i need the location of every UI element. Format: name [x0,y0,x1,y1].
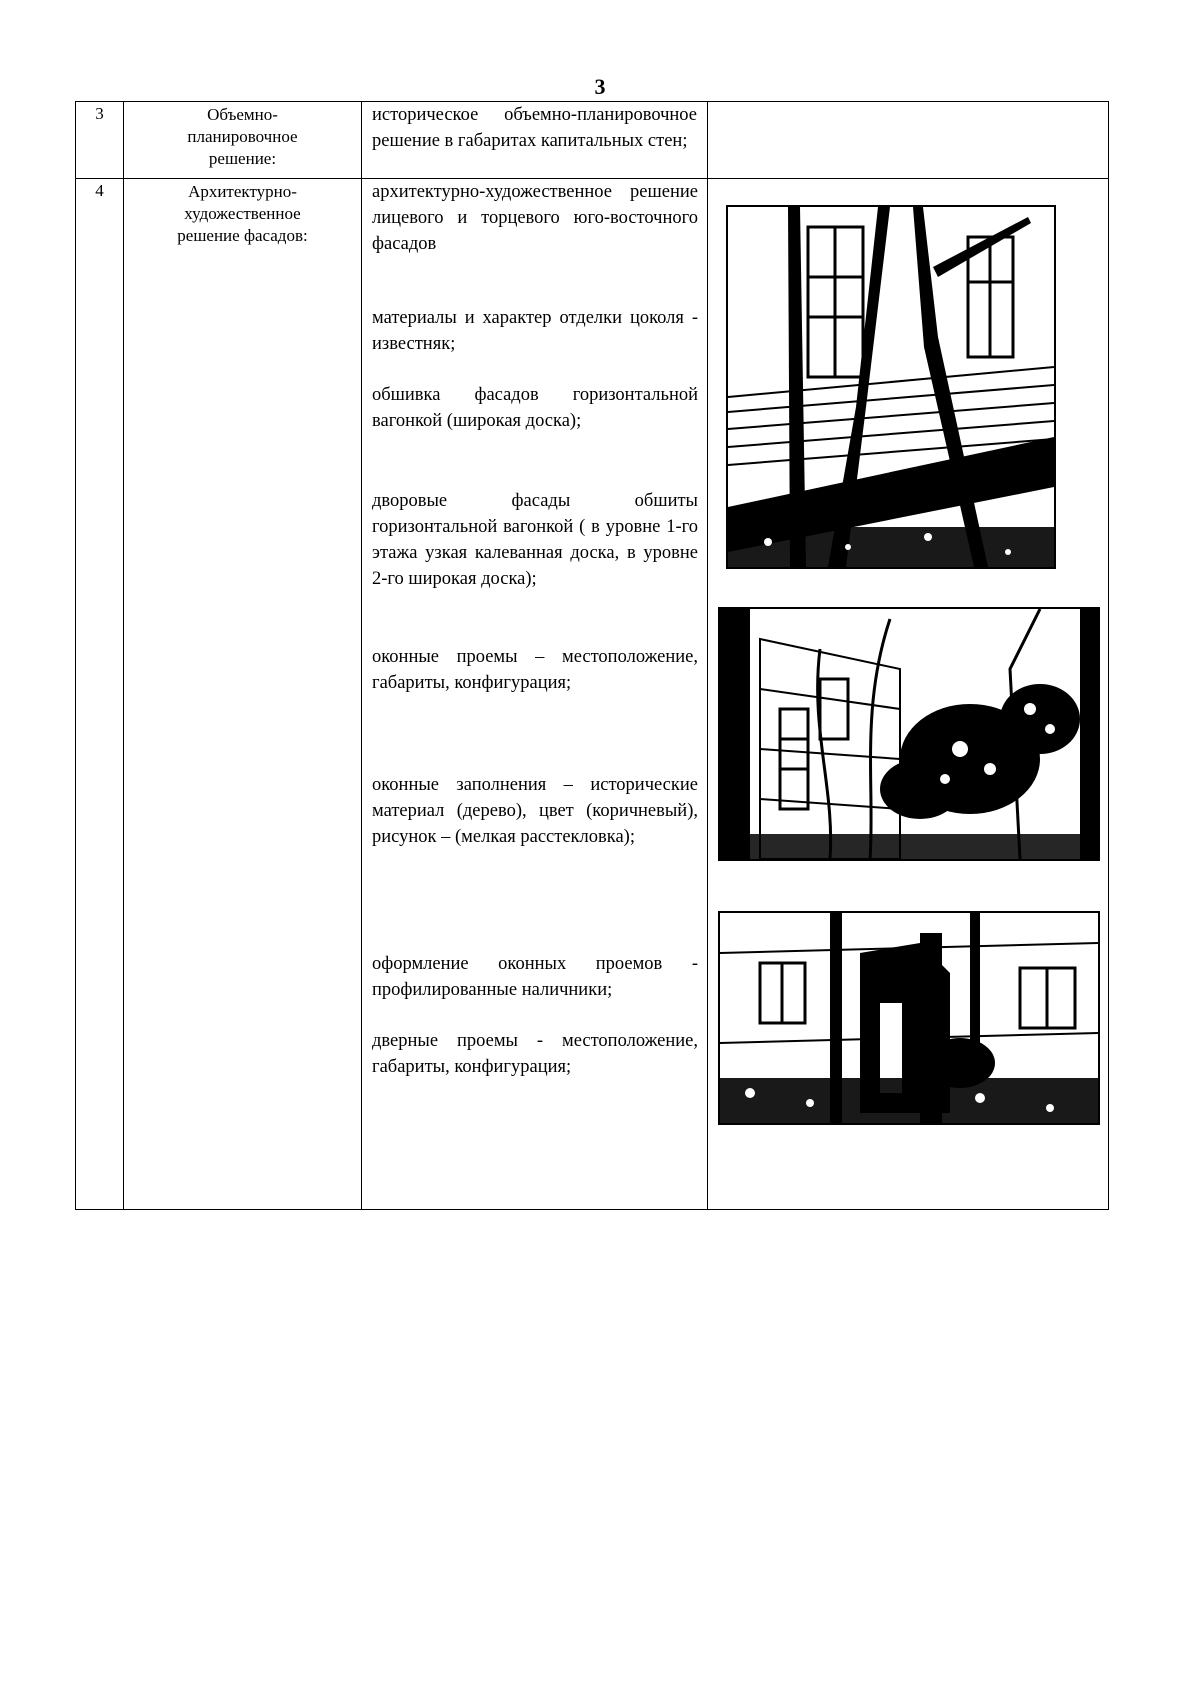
photo-cell [708,102,1109,179]
facade-photo-2 [718,607,1100,861]
table-row [76,179,1109,1210]
row-label-text: Архитектурно-художественное решение фасадов: [177,182,308,245]
description-paragraph: дворовые фасады обшиты горизонтальной вагонкой ( в уровне 1-го этажа узкая калеванная доска, в уровне 2-го широкая доска); [372,491,698,589]
description-text: историческое объемно-планировочное решение в габаритах капитальных стен; [372,105,697,151]
label-cell [124,102,362,179]
description-paragraph: оконные заполнения – исторические материал (дерево), цвет (коричневый), рисунок – (мелкая расстекловка); [372,775,698,847]
page-number: 3 [594,74,606,99]
description-cell [362,179,708,1210]
row-number-cell [76,102,124,179]
row-label [124,179,361,247]
row-number-cell [76,179,124,1210]
description-paragraph: оформление оконных проемов - профилированные наличники; [372,954,698,1000]
facade-photo-1 [726,205,1056,569]
photo-cell [708,179,1109,1210]
row-number: 4 [95,181,104,200]
label-cell [124,179,362,1210]
description-cell [362,102,708,179]
description-paragraph: материалы и характер отделки цоколя - известняк; [372,308,698,354]
description-paragraph: архитектурно-художественное решение лицевого и торцевого юго-восточного фасадов [372,182,698,254]
table-row [76,102,1109,179]
row-number: 3 [95,104,104,123]
facade-photo-3 [718,911,1100,1125]
description-paragraph: оконные проемы – местоположение, габариты, конфигурация; [372,647,698,693]
row-label [124,102,361,170]
description-paragraph: дверные проемы - местоположение, габариты, конфигурация; [372,1031,698,1077]
description-paragraph: обшивка фасадов горизонтальной вагонкой (широкая доска); [372,385,698,431]
row-label-text: Объемно-планировочное решение: [187,105,298,168]
heritage-table [75,101,1109,1210]
